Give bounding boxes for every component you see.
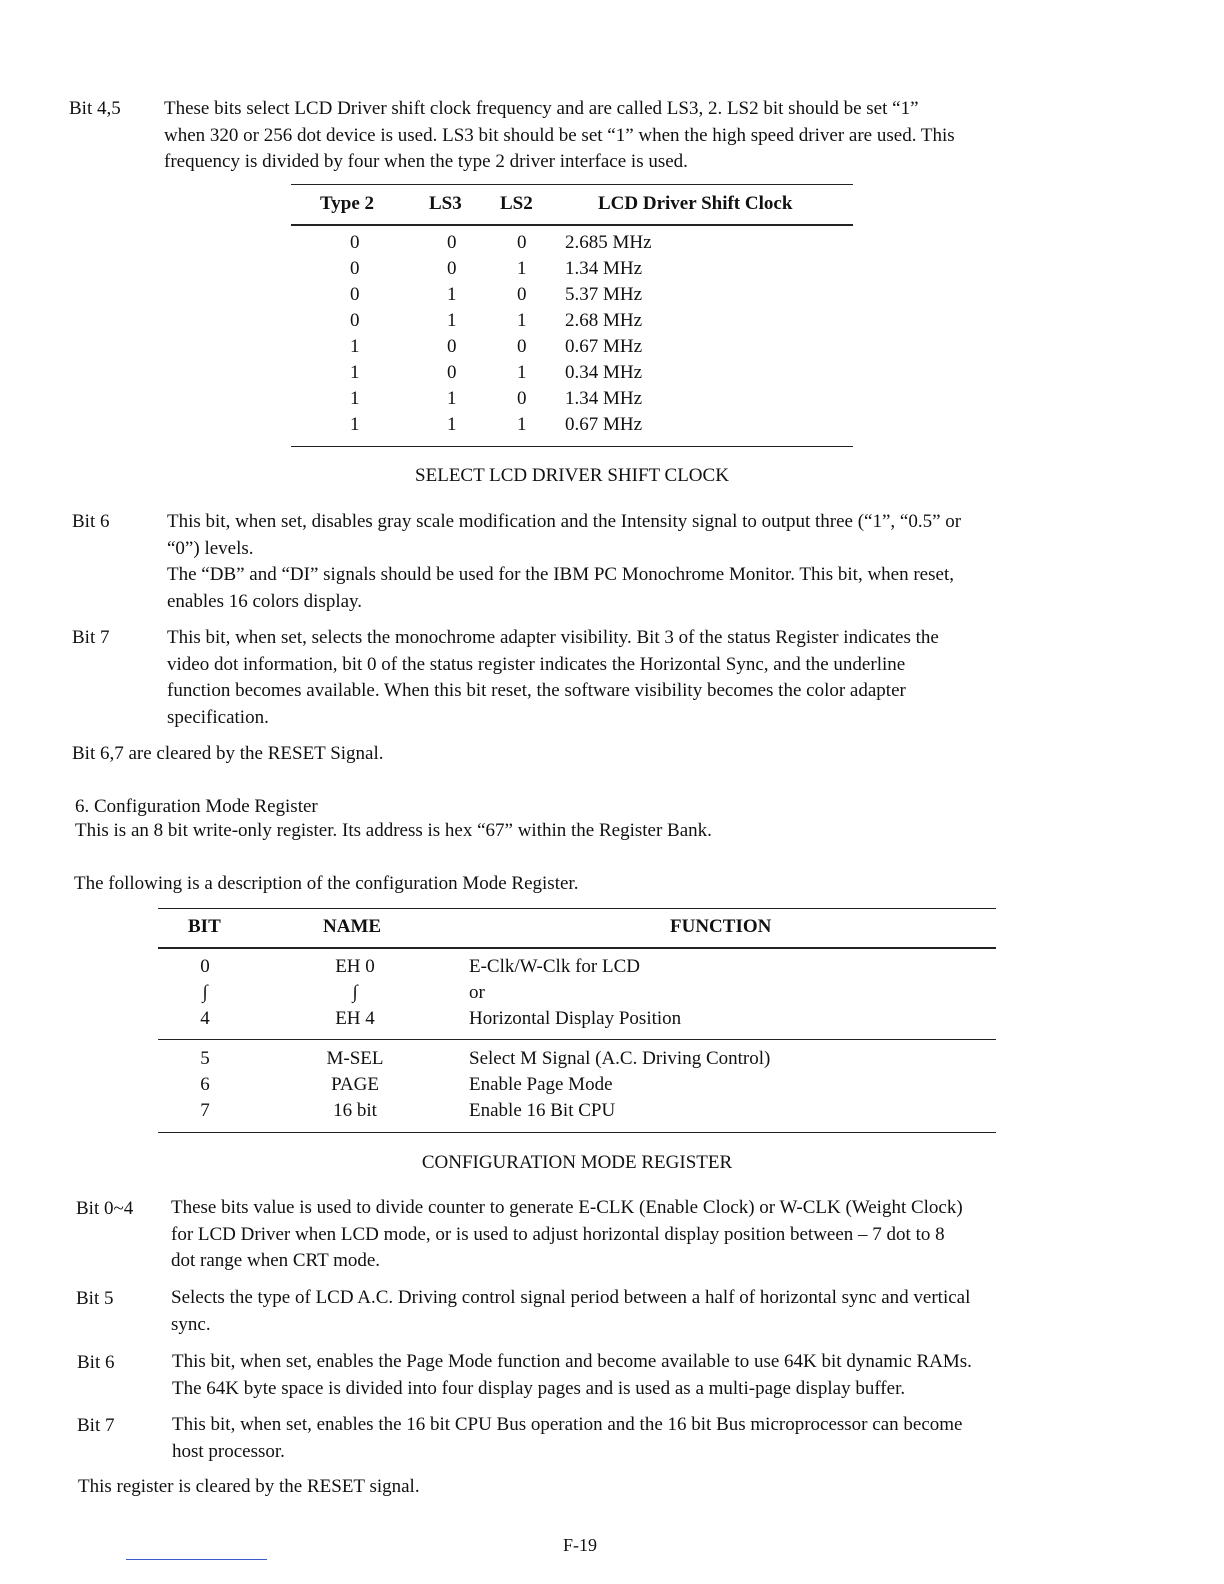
clock-bit-cell: 1	[447, 284, 457, 305]
config-function-cell: Enable 16 Bit CPU	[469, 1100, 616, 1121]
header-type2: Type 2	[320, 193, 375, 214]
clock-bit-cell: 0	[447, 336, 457, 357]
clock-bit-cell: 0	[350, 232, 360, 253]
config-header-rule	[158, 947, 996, 949]
config-function-cell: E-Clk/W-Clk for LCD	[469, 956, 640, 977]
bit7-label: Bit 7	[72, 627, 110, 648]
clock-bit-cell: 0	[517, 336, 527, 357]
config-caption: CONFIGURATION MODE REGISTER	[421, 1152, 733, 1173]
config-name-cell: EH 4	[335, 1008, 375, 1029]
cbit6-label: Bit 6	[77, 1352, 115, 1373]
bit6-line-3: The “DB” and “DI” signals should be used for the IBM PC Monochrome Monitor. This bit, when reset,	[167, 564, 954, 585]
clock-bit-cell: 0	[517, 388, 527, 409]
bit7-line-1: This bit, when set, selects the monochrome adapter visibility. Bit 3 of the status Register indicates the	[167, 627, 939, 648]
bit6-description	[167, 509, 961, 615]
bit45-line-3: frequency is divided by four when the type 2 driver interface is used.	[164, 151, 688, 172]
bit45-label: Bit 4,5	[69, 98, 121, 119]
cbit04-label: Bit 0~4	[76, 1198, 134, 1219]
config-bit-cell: 4	[200, 1008, 210, 1029]
register-cleared-note: This register is cleared by the RESET signal.	[78, 1476, 420, 1497]
cbit5-label: Bit 5	[76, 1288, 114, 1309]
cbit04-line-3: dot range when CRT mode.	[171, 1250, 381, 1271]
config-header-bit: BIT	[188, 916, 221, 937]
config-top-rule	[158, 908, 996, 909]
cbit7-description	[172, 1412, 962, 1465]
config-header-name: NAME	[323, 916, 382, 937]
cbit6-description	[172, 1349, 972, 1402]
cbit6-line-2: The 64K byte space is divided into four display pages and is used as a multi-page display buffer.	[172, 1377, 906, 1399]
bit67-cleared-note: Bit 6,7 are cleared by the RESET Signal.	[72, 743, 384, 764]
clock-bit-cell: 1	[350, 414, 360, 435]
clock-frequency-cell: 0.67 MHz	[565, 336, 643, 357]
table-top-rule	[291, 184, 853, 185]
cbit5-line-2: sync.	[171, 1313, 211, 1335]
bit45-line-2: when 320 or 256 dot device is used. LS3 bit should be set “1” when the high speed driver are used. This	[164, 124, 955, 146]
header-ls3: LS3	[429, 193, 462, 214]
config-bottom-rule	[158, 1132, 996, 1133]
clock-bit-cell: 1	[447, 310, 457, 331]
table-bottom-rule	[291, 446, 853, 447]
bit6-line-1: This bit, when set, disables gray scale modification and the Intensity signal to output three (“1”, “0.5” or	[167, 511, 962, 532]
shift-clock-caption: SELECT LCD DRIVER SHIFT CLOCK	[415, 465, 729, 486]
clock-bit-cell: 1	[517, 414, 527, 435]
cbit04-line-2: for LCD Driver when LCD mode, or is used to adjust horizontal display position between – 7 dot to 8	[171, 1223, 945, 1245]
config-bit-cell: 0	[200, 956, 210, 977]
clock-bit-cell: 1	[350, 362, 360, 383]
config-bit-cell: 5	[200, 1048, 210, 1069]
clock-bit-cell: 0	[447, 258, 457, 279]
clock-frequency-cell: 1.34 MHz	[565, 258, 643, 279]
section6-intro: The following is a description of the configuration Mode Register.	[74, 873, 579, 894]
bit7-line-2: video dot information, bit 0 of the status register indicates the Horizontal Sync, and the underline	[167, 653, 906, 675]
config-function-cell: Enable Page Mode	[469, 1074, 613, 1095]
clock-bit-cell: 1	[517, 310, 527, 331]
config-name-cell: PAGE	[331, 1074, 379, 1095]
section6-title: 6. Configuration Mode Register	[75, 796, 318, 817]
page-number: F-19	[563, 1535, 598, 1555]
config-name-cell: ∫	[352, 982, 358, 1003]
table-header-rule	[291, 224, 853, 226]
bit6-line-2: “0”) levels.	[167, 537, 254, 559]
config-name-cell: EH 0	[335, 956, 375, 977]
header-ls2: LS2	[500, 193, 533, 214]
bit7-line-3: function becomes available. When this bit reset, the software visibility becomes the color adapter	[167, 680, 906, 701]
bit45-description	[164, 96, 955, 176]
config-name-cell: M-SEL	[326, 1048, 384, 1069]
clock-bit-cell: 0	[350, 310, 360, 331]
clock-frequency-cell: 1.34 MHz	[565, 388, 643, 409]
clock-bit-cell: 1	[517, 258, 527, 279]
cbit7-line-2: host processor.	[172, 1440, 285, 1462]
bit7-description	[167, 625, 939, 731]
bit6-label: Bit 6	[72, 511, 110, 532]
cbit7-label: Bit 7	[77, 1415, 115, 1436]
bit45-line-1: These bits select LCD Driver shift clock frequency and are called LS3, 2. LS2 bit should be set “1”	[164, 98, 919, 119]
cbit7-line-1: This bit, when set, enables the 16 bit CPU Bus operation and the 16 bit Bus microprocessor can become	[172, 1414, 963, 1435]
config-header-function: FUNCTION	[670, 916, 772, 937]
cbit6-line-1: This bit, when set, enables the Page Mode function and become available to use 64K bit dynamic RAMs.	[172, 1351, 972, 1372]
clock-bit-cell: 0	[350, 258, 360, 279]
config-function-cell: Select M Signal (A.C. Driving Control)	[469, 1048, 771, 1069]
clock-bit-cell: 1	[350, 336, 360, 357]
header-shift-clock: LCD Driver Shift Clock	[598, 193, 793, 214]
footer-line	[126, 1559, 267, 1560]
bit6-line-4: enables 16 colors display.	[167, 590, 363, 612]
clock-bit-cell: 1	[517, 362, 527, 383]
bit7-line-4: specification.	[167, 706, 269, 728]
clock-bit-cell: 0	[447, 232, 457, 253]
section6-description: This is an 8 bit write-only register. Its address is hex “67” within the Register Bank.	[75, 820, 712, 841]
config-function-cell: or	[469, 982, 485, 1003]
clock-bit-cell: 1	[350, 388, 360, 409]
clock-frequency-cell: 2.68 MHz	[565, 310, 643, 331]
clock-bit-cell: 0	[517, 284, 527, 305]
config-bit-cell: 7	[200, 1100, 210, 1121]
clock-bit-cell: 1	[447, 414, 457, 435]
config-bit-cell: 6	[200, 1074, 210, 1095]
cbit5-description	[171, 1285, 970, 1338]
clock-bit-cell: 1	[447, 388, 457, 409]
config-function-cell: Horizontal Display Position	[469, 1008, 682, 1029]
config-bit-cell: ∫	[202, 982, 208, 1003]
clock-bit-cell: 0	[447, 362, 457, 383]
cbit04-description	[171, 1195, 963, 1275]
clock-bit-cell: 0	[350, 284, 360, 305]
config-group-rule	[158, 1039, 996, 1040]
clock-frequency-cell: 0.67 MHz	[565, 414, 643, 435]
clock-frequency-cell: 0.34 MHz	[565, 362, 643, 383]
config-name-cell: 16 bit	[333, 1100, 377, 1121]
cbit04-line-1: These bits value is used to divide counter to generate E-CLK (Enable Clock) or W-CLK (Weight Clock)	[171, 1197, 963, 1218]
clock-frequency-cell: 5.37 MHz	[565, 284, 643, 305]
clock-frequency-cell: 2.685 MHz	[565, 232, 652, 253]
cbit5-line-1: Selects the type of LCD A.C. Driving control signal period between a half of horizontal sync and vertical	[171, 1287, 971, 1308]
clock-bit-cell: 0	[517, 232, 527, 253]
